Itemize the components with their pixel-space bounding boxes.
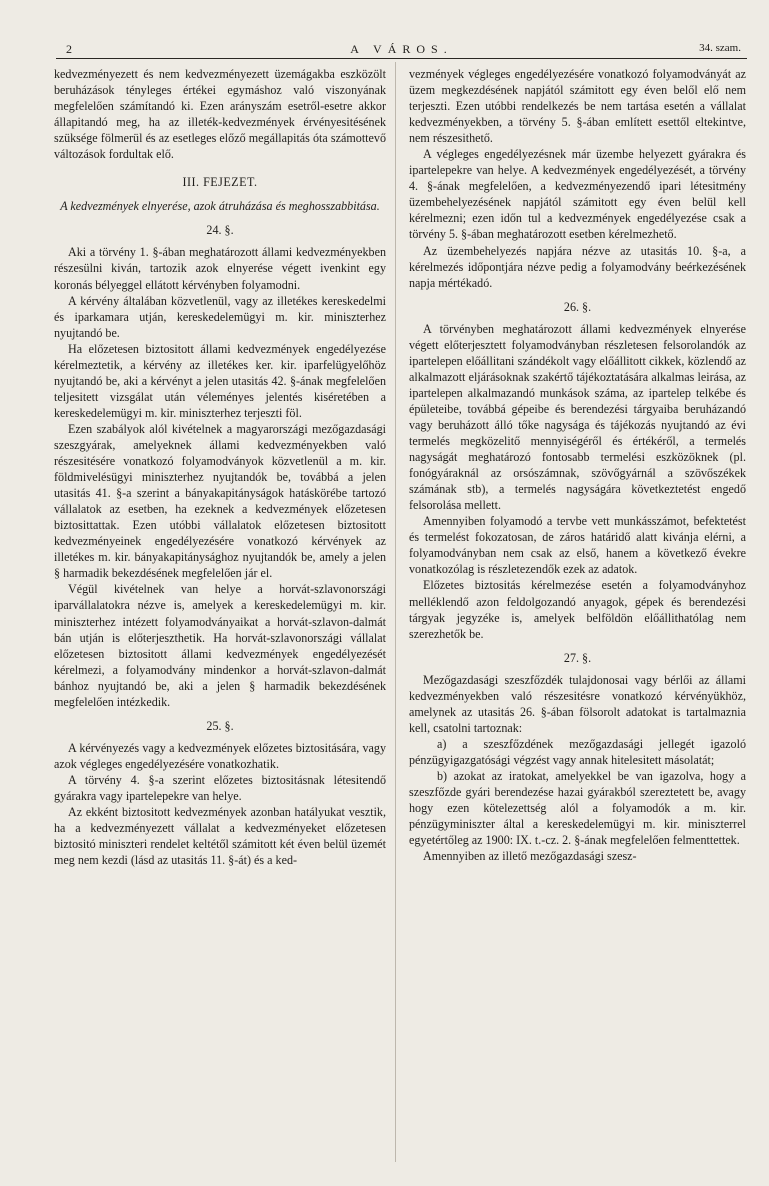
section-25-title: 25. §. bbox=[206, 718, 234, 733]
section-24-paragraph: Ha előzetesen biztositott állami kedvezmények engedélyezése kérelmeztetik, a kérvény az illetékes ker. kir. iparfelügyelőhöz nyujtandó be, aki a kérvényt a jelen utasitás 42. §-ának megfelelően teljesitett vizsgálat után véleményes jelentés kiséretében a kereskedelemügyi m. kir. miniszterhez terjeszti föl. bbox=[54, 341, 386, 420]
section-27-item: a) a szeszfőzdének mezőgazdasági jellegét igazoló pénzügyigazgatósági végzést vagy annak hitelesitett másolatát; bbox=[409, 736, 746, 767]
section-25-paragraph: A kérvényezés vagy a kedvezmények előzetes biztositására, vagy azok végleges engedélyezésére vonatkozhatik. bbox=[54, 740, 386, 771]
page-header bbox=[56, 40, 747, 59]
left-column bbox=[54, 66, 386, 868]
section-24-paragraph: Végül kivételnek van helye a horvát-szlavonországi iparvállalatokra nézve is, amelyek a kereskedelemügyi m. kir. miniszterhez intézett folyamodványaikat a horvát-szlavon-dalmát bán utján is előterjeszthetik. Ha horvát-szlavonországi vállalat előzetesen biztositott állami kedvezmények engedélyezését kérelmezi, a folyamodvány mindenkor a horvát-szlavon-dalmát bánhoz nyujtandó be, aki a jelen § harmadik bekezdésének megfelelően intézkedik. bbox=[54, 582, 386, 709]
section-26-title: 26. §. bbox=[563, 299, 592, 314]
chapter-subtitle: A kedvezmények elnyerése, azok átruházása és meghosszabbitása. bbox=[60, 199, 380, 214]
section-25-paragraph: A végleges engedélyezésnek már üzembe helyezett gyárakra és ipartelepekre van helye. A kedvezmények engedélyezését, a törvény 4. §-ának megfelelően, a kedvezményezendő ipari létesitmény üzembehelyezésének napjától számitott egy éven belül kell kérelmezni; ezen időn tul a kedvezmények engedélyezése csak a törvény 5. §-ában meghatározott esetben kérelmezhető. bbox=[409, 147, 746, 242]
right-column bbox=[409, 66, 746, 864]
section-25-paragraph: A törvény 4. §-a szerint előzetes biztositásnak létesitendő gyárakra vagy ipartelepekre van helye. bbox=[54, 772, 386, 803]
continued-paragraph: vezmények végleges engedélyezésére vonatkozó folyamodványát az üzem megkezdésének napjától számitott egy éven belől elő nem terjeszti. Ezen utóbbi rendelkezés be nem tartása esetén a vállalat kedvezményekben, a törvény 5. §-ában említett esettől eltekintve, nem részesithető. bbox=[409, 67, 746, 146]
section-24-paragraph: Aki a törvény 1. §-ában meghatározott állami kedvezményekben részesülni kiván, tartozik azok elnyerése végett ivenkint egy koronás bélyeggel ellátott kérvényben folyamodni. bbox=[54, 245, 386, 292]
page-number: 2 bbox=[66, 42, 72, 56]
section-24-title: 24. §. bbox=[206, 223, 234, 238]
section-24-paragraph: A kérvény általában közvetlenül, vagy az illetékes kereskedelmi és iparkamara utján, kereskedelemügyi m. kir. miniszterhez nyujtandó be. bbox=[54, 293, 386, 340]
section-27-title: 27. §. bbox=[563, 650, 592, 665]
chapter-title: III. FEJEZET. bbox=[182, 175, 258, 190]
section-26-paragraph: Amennyiben folyamodó a tervbe vett munkásszámot, befektetést és termelést fokozatosan, de záros határidő alatt kivánja elérni, a folyamodványban nem csak az első, hanem a következő évekre vonatkozólag is részletezendők ezek az adatok. bbox=[409, 514, 746, 577]
journal-title: A VÁROS. bbox=[350, 42, 453, 56]
intro-paragraph: kedvezményezett és nem kedvezményezett üzemágakba eszközölt beruházások tényleges értékei egymáshoz való viszonyának megfelelően számítandó ki. Ezen arányszám esetről-esetre akkor állapitandó meg, ha az illeték-kedvezmények érvényesitésének szüksége fölmerül és az esetleges előző megállapitás óta számottevő változások fordultak elő. bbox=[54, 67, 386, 162]
section-27-item: b) azokat az iratokat, amelyekkel be van igazolva, hogy a szeszfőzde gyári berendezése hazai gyárakból szereztetett be, avagy hogy ezen kötelezettség alól a folyamodók a m. kir. pénzügyminiszter által a kereskedelemügyi m. kir. miniszterrel egyetértőleg az 1900: IX. t.-cz. 2. §-ának megfelelően felmenttettek. bbox=[409, 768, 746, 848]
section-25-paragraph: Az üzembehelyezés napjára nézve az utasitás 10. §-a, a kérelmezés időpontjára nézve pedig a folyamodvány beérkezésének napja mértékadó. bbox=[409, 243, 746, 290]
section-24-paragraph: Ezen szabályok alól kivételnek a magyarországi mezőgazdasági szeszgyárak, amelyeknek állami kedvezményekben való részesitésére vonatkozó folyamodványok közvetlenül a m. kir. földmivelésügyi miniszterhez nyujtandók be, továbbá a jelen utasitás 41. §-a szerint a bányakapitányságok hatáskörébe tartozó vállalatok az esetben, ha ezeknek a kedvezmények előzetesen biztosittattak. Ezen utóbbi vállalatok előzetesen biztositott kedvezményeinek engedélyezésére vonatkozó kérvények az illetékes m. kir. bányakapitánysághoz nyujtandók be, amely a jelen § harmadik bekezdésének megfelelően jár el. bbox=[54, 421, 386, 581]
section-25-paragraph: Az ekként biztositott kedvezmények azonban hatályukat vesztik, ha a kedvezményezett vállalat a kedvezményeket előzetesen biztositó miniszteri rendelet keltétől számitott két éven belül üzemét meg nem kezdi (lásd az utasitás 11. §-át) és a ked- bbox=[54, 805, 386, 868]
section-26-paragraph: A törvényben meghatározott állami kedvezmények elnyerése végett előterjesztett folyamodványban részletesen felsorolandók az ipartelepen előállitani szándékolt vagy előállitott cikkek, közlendő az alkalmazott eljárásoknak szakértő tájékoztatására alkalmas leirása, az ipartelepen alkalmazandó munkások száma, az ipartelep telkébe és épületeibe, továbbá gépeibe és berendezési tárgyaiba beruházandó vagy beruházott álló tőke nagysága és tájékozás nyujtandó az évi termelés megközelitő mennyiségéről és értékéről, a termelés nagyságát meghatározó fontosabb termelési eszközöknek (pl. fonógyáraknál az orsószámnak, szövőgyárnál a szövőszékek számának stb), a termelés nagyságára következtetést engedő felsorolása mellett. bbox=[409, 321, 746, 513]
section-27-paragraph: Mezőgazdasági szeszfőzdék tulajdonosai vagy bérlői az állami kedvezményekben való részesitésre vonatkozó kérvényükhöz, amelynek az utasitás 26. §-ában fölsorolt adatokat is tartalmaznia kell, csatolni tartoznak: bbox=[409, 672, 746, 735]
issue-number: 34. szam. bbox=[699, 42, 741, 54]
column-divider bbox=[395, 62, 396, 1162]
section-26-paragraph: Előzetes biztositás kérelmezése esetén a folyamodványhoz melléklendő azon feldolgozandó anyagok, gépek és berendezési tárgyak jegyzéke is, amelyek belföldön előállithatólag nem szerezhetők be. bbox=[409, 578, 746, 641]
section-27-paragraph: Amennyiben az illető mezőgazdasági szesz- bbox=[423, 849, 637, 864]
